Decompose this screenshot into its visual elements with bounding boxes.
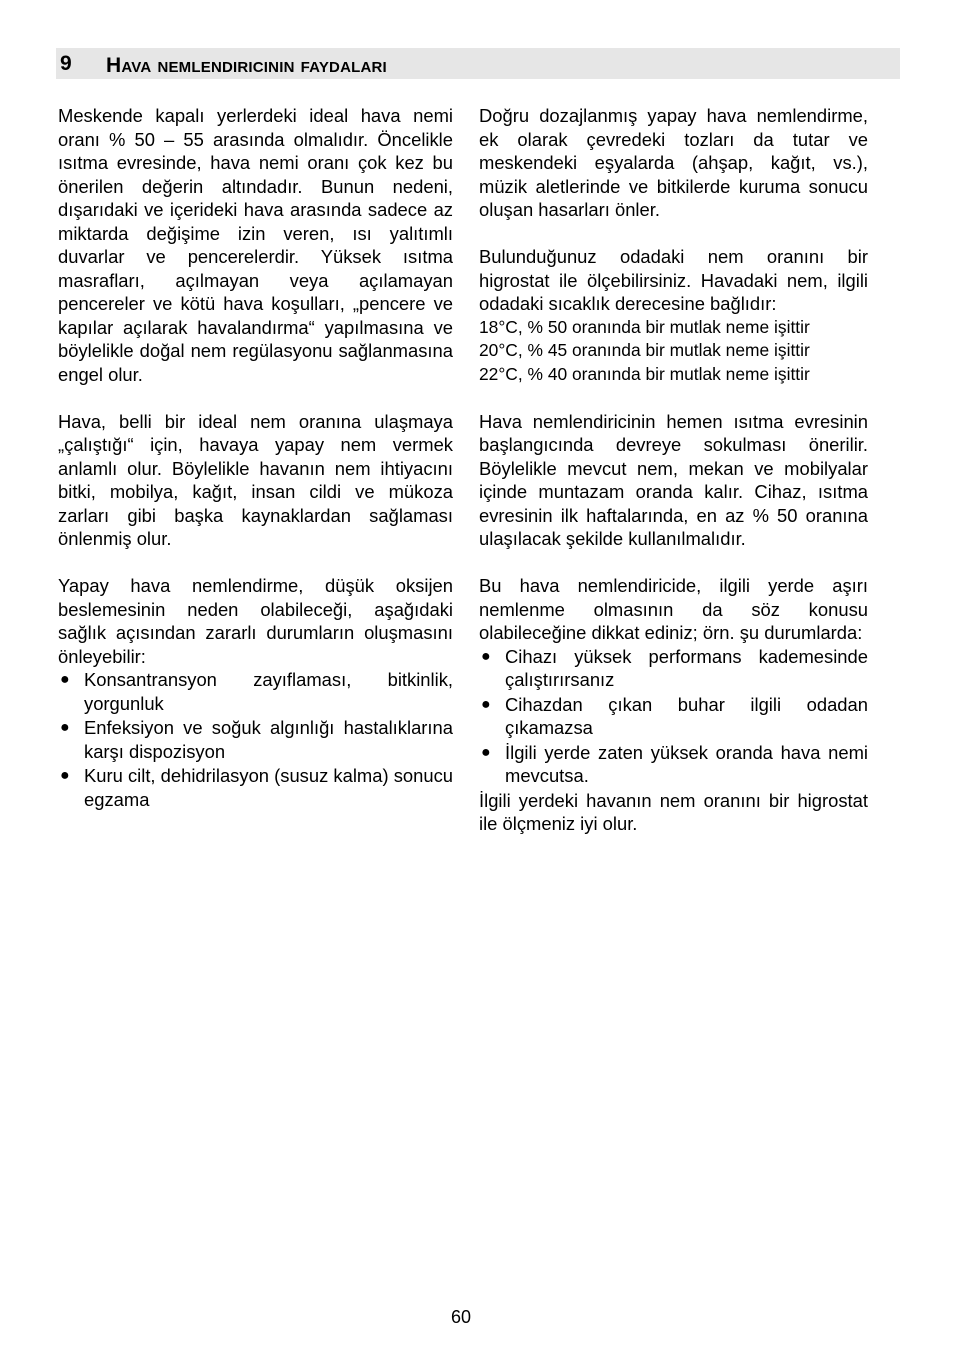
list-item: ● Enfeksiyon ve soğuk algınlığı hastalıklarına karşı dispozisyon [60, 717, 453, 762]
right-column [479, 104, 868, 836]
bullet-icon: ● [60, 719, 70, 736]
section-header [56, 48, 900, 79]
list-item: ● Cihazdan çıkan buhar ilgili odadan çıkamazsa [481, 693, 868, 738]
temperature-line: 22°C, % 40 oranında bir mutlak neme işittir [479, 363, 810, 384]
section-title: Hava nemlendiricinin faydaları [106, 54, 387, 77]
temperature-line: 20°C, % 45 oranında bir mutlak neme işittir [479, 340, 810, 360]
list-item: ● Kuru cilt, dehidrilasyon (susuz kalma) sonucu egzama [60, 765, 453, 810]
list-item: ● Konsantransyon zayıflaması, bitkinlik, yorgunluk [60, 669, 453, 714]
bullet-icon: ● [481, 743, 491, 761]
warning-bullet-list [479, 645, 868, 788]
paragraph-over-humidification: Bu hava nemlendiricide, ilgili yerde aşırı nemlenme olmasının da söz konusu olabileceğine dikkat ediniz; örn. şu durumlarda: [479, 575, 868, 643]
temperature-list [479, 316, 868, 387]
paragraph-health-benefits: Yapay hava nemlendirme, düşük oksijen beslemesinin neden olabileceği, aşağıdaki sağlık açısından zararlı durumların oluşmasını önleyebilir: [58, 575, 453, 667]
paragraph-measure-advice: İlgili yerdeki havanın nem oranını bir higrostat ile ölçmeniz iyi olur. [479, 789, 868, 834]
health-bullet-list [58, 668, 453, 811]
bullet-icon: ● [60, 767, 70, 784]
spacer [479, 386, 868, 410]
page-number: 60 [450, 1307, 472, 1327]
bullet-icon: ● [481, 695, 491, 713]
bullet-icon: ● [60, 671, 70, 688]
bullet-icon: ● [481, 647, 491, 665]
paragraph-hygrostat: Bulunduğunuz odadaki nem oranını bir higrostat ile ölçebilirsiniz. Havadaki nem, ilgili odadaki sıcaklık derecesine bağlıdır: [479, 246, 868, 314]
paragraph-artificial-humidity: Hava, belli bir ideal nem oranına ulaşmaya „çalıştığı“ için, havaya yapay nem vermek anlamlı olur. Böylelikle havanın nem ihtiyacını bitki, mobilya, kağıt, insan cildi ve mükoza zarları gibi başka kaynaklardan sağlaması önlenmiş olur. [58, 410, 453, 549]
paragraph-dust-protection: Doğru dozajlanmış yapay hava nemlendirme, ek olarak çevredeki tozları da tutar ve meskendeki eşyalarda (ahşap, kağıt, vs.), müzik aletlerinde ve bitkilerde kuruma sonucu oluşan hasarları önler. [479, 105, 868, 220]
temperature-line: 18°C, % 50 oranında bir mutlak neme işittir [479, 316, 810, 337]
paragraph-ideal-humidity: Meskende kapalı yerlerdeki ideal hava nemi oranı % 50 – 55 arasında olmalıdır. Öncelikle ısıtma evresinde, hava nemi oranı çok kez bu önerilen değerin altındadır. Bunun nedeni, dışarıdaki ve içerideki hava arasında sadece az miktarda değişime izin veren, ısı yalıtımlı duvarlar ve pencerelerdir. Yüksek ısıtma masrafları, açılmayan veya açılamayan pencereler ve kötü hava koşulları, „pencere ve kapılar açılarak havalandırma“ yapılmasına ve böylelikle doğal nem regülasyonu sağlanmasına engel olur. [58, 105, 453, 385]
left-column [58, 104, 453, 812]
list-item: ● Cihazı yüksek performans kademesinde çalıştırırsanız [481, 645, 868, 690]
list-item: ● İlgili yerde zaten yüksek oranda hava nemi mevcutsa. [481, 741, 868, 786]
paragraph-heating-start: Hava nemlendiricinin hemen ısıtma evresinin başlangıcında devreye sokulması önerilir. Böylelikle mevcut nem, mekan ve mobilyalar içinde muntazam oranda kalır. Cihaz, ısıtma evresinin ilk haftalarında, en az % 50 oranına ulaşılacak şekilde kullanılmalıdır. [479, 410, 868, 549]
section-number: 9 [60, 52, 72, 75]
